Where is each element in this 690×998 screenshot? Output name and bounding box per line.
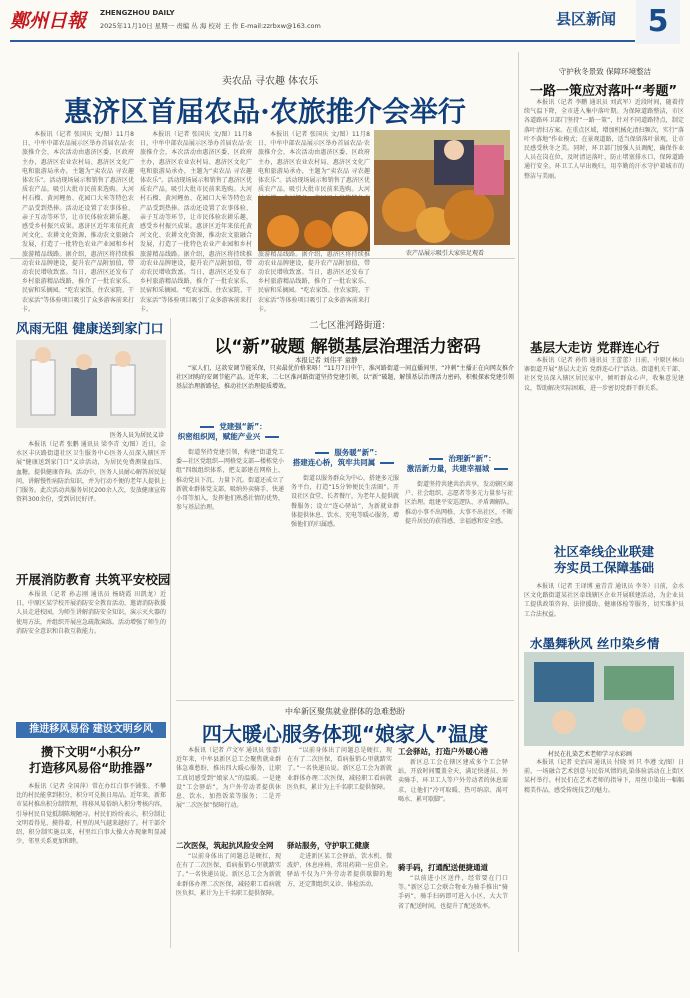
care-title: 社区牵线企业联建 夯实员工保障基础 — [553, 544, 654, 575]
right-top-title: 一路一策应对落叶“考题” — [530, 84, 678, 99]
warm-col2-text: “以前身体出了问题总是硬扛，现在有了二次医保，看病报销心里就踏实了。”一名快递员说。新区总工会为新就业群体办理二次医保，减轻职工看病就医负担，累计为上千名职工提供保障。 — [176, 853, 281, 897]
care-body-text: 本报讯（记者 王译博 童青青 通讯员 李冬）日前，金水区文化路街道某社区牵线辖区企业开展联建活动，为企业员工提供政策咨询、法律援助、健康体检等服务，切实维护员工合法权益。 — [524, 583, 684, 618]
sub-col2-text: 街道以服务群众为中心，搭建多元服务平台，打造“15分钟便民生活圈”。开设社区食堂、长者餐厅，为老年人提供就餐服务；设立“连心驿站”，为新就业群体提供休息、饮水、充电等暖心服务，增强他们的归属感。 — [291, 475, 400, 529]
sub-col3-body — [405, 480, 513, 692]
health-caption: 医务人员为居民义诊 — [110, 432, 165, 439]
lead-body-text-2: 本报讯（记者 张国庆 文/图）11月8日，中牟中部农品展示区举办首届农品·农旅推介会，本次活动由惠济区委、区政府主办，惠济区农业农村局、惠济区文化广电和旅游局承办，主题为“卖农品 寻农趣 体农乐”。活动现场展示和销售了惠济区优质农产品，吸引大批市民前来选购。大河村石榴、黄河鲤鱼、花园口大米等特色农产品受到热捧。活动还设置了农事体验、亲子互动等环节，让市民体验农耕乐趣，感受乡村振兴成果。惠济区近年来依托黄河文化、农耕文化资源，推动农文旅融合发展，打造了一批特色农业产业园和乡村旅游精品线路。据介绍，惠济区将持续推动农业品牌建设，提升农产品附加值，带动农民增收致富。当日，惠济区还发布了乡村旅游精品线路，推介了一批农家乐、民宿和采摘园。“吃农家饭、住农家院、干农家活”等体验项目吸引了众多游客前来打卡。 — [140, 131, 252, 313]
ink-body — [524, 758, 684, 946]
sub-col1-body — [176, 448, 284, 693]
warm-col3-body — [287, 852, 392, 947]
sub-col3-heading: 治理新“新”： 激活新力量，共建幸福城 — [405, 454, 515, 474]
sub-intro — [176, 364, 514, 419]
ink-caption: 村民在扎染艺术老师学习水彩画 — [548, 751, 633, 758]
lead-bottom-rule — [10, 258, 515, 259]
fire-body-text: 本报讯（记者 孙志刚 通讯员 杨晓霞 田凯龙）近日，中原区某学校开展消防安全教育活动，邀请消防救援人员走进校园，为师生讲解消防安全知识，演示灭火器的使用方法，并组织开展应急疏散演练。活动增强了师生的消防安全意识和自救互救能力。 — [16, 591, 167, 635]
health-title: 风雨无阻 健康送到家门口 — [16, 322, 164, 337]
wind-body — [16, 782, 166, 942]
warm-col1-body — [176, 746, 281, 838]
lead-body-text-3: 本报讯（记者 张国庆 文/图）11月8日，中牟中部农品展示区举办首届农品·农旅推介会，本次活动由惠济区委、区政府主办，惠济区农业农村局、惠济区文化广电和旅游局承办，主题为“卖农品 寻农趣 体农乐”。活动现场展示和销售了惠济区优质农产品，吸引大批市民前来选购。大河 旅游精品线路。据介绍，惠济区将持续推动农业品牌建设，提升农产品附加值，带动农民增收致富。当日，惠济区还发布了乡村旅游精品线路，推介了一批农家乐、民宿和采摘园。“吃农家饭、住农家院、干农家活”等体验项目吸引了众多游客前来打卡。 — [258, 131, 370, 313]
ink-photo — [524, 652, 684, 746]
warm-top-rule — [176, 700, 514, 701]
left-column-divider — [170, 318, 171, 948]
sub-byline: 本报记者 刘伟平 童静 — [295, 356, 358, 364]
health-body-text: 本报讯（记者 张鹏 通讯员 梁李青 文/图）近日，金水区丰庆路街道社区卫生服务中心医务人员深入辖区开展“健康送到家门口”义诊活动，为居民免费测量血压、血糖，提供健康咨询。活动中，医务人员耐心解答居民疑问，讲解慢性病防治知识，并为行动不便的老年人提供上门服务。此次活动共服务居民200余人次，发放健康宣传资料300余份，受到居民好评。 — [16, 441, 167, 504]
page-number: 5 — [636, 0, 680, 44]
warm-col4-body — [398, 758, 508, 858]
health-photo — [16, 340, 166, 428]
ink-title: 水墨舞秋风 丝巾染乡情 — [530, 636, 660, 651]
fire-body — [16, 590, 166, 708]
warm-col5-heading: 骑手码，打通配送便捷通道 — [398, 863, 488, 872]
sub-title: 以“新”破题 解锁基层治理活力密码 — [214, 337, 481, 357]
wind-body-text: 本报讯（记者 全国萍）常在办红白事不铺张、不攀比的村民能拿到积分，积分可兑换日用品。近年来，新郑市某村推出积分制管理，将移风易俗纳入积分考核内容，引导村民自觉抵制陈规陋习。村民们纷纷表示，积分制让文明看得见、摸得着，村里的风气越来越好了。村干部介绍，积分制实施以来，村里红白事大操大办现象明显减少，邻里关系更加和睦。 — [16, 783, 167, 846]
party-title: 基层大走访 党群连心行 — [530, 340, 660, 355]
care-body — [524, 582, 684, 624]
lead-body-col3 — [258, 130, 370, 313]
warm-col5-body — [398, 874, 508, 947]
tie-dye-photo-illustration — [524, 652, 684, 746]
sub-col2-heading: 服务暖“新”： 搭建连心桥，筑牢共同属 — [291, 448, 401, 468]
harvest-photo-illustration — [374, 130, 510, 245]
clinic-photo-illustration — [16, 340, 166, 428]
warm-col4-text: 新区总工会在辖区建成多个工会驿站，开放时间覆盖全天，满足快递员、外卖骑手、环卫工人等户外劳动者的休息需求，让他们“冷可取暖、热可纳凉、渴可喝水、累可歇脚”。 — [398, 759, 508, 803]
issue-meta: 2025年11月10日 星期一 责编 丛 海 校对 王 作 E-mail:zzrbxw@163.com — [100, 22, 321, 30]
right-top-kicker: 守护秋冬景致 保障环境整洁 — [558, 67, 652, 76]
header-rule — [10, 40, 635, 42]
lead-title: 惠济区首届农品·农旅推介会举行 — [64, 95, 466, 128]
warm-title: 四大暖心服务体现“娘家人”温度 — [201, 722, 489, 746]
warm-col2-body — [176, 852, 281, 947]
party-body-text: 本报讯（记者 孙伟 通讯员 王蕾蕾）日前，中原区林山寨街道开展“基层大走访 党群连心行”活动。街道机关干部、社区党员深入辖区居民家中，倾听群众心声，收集意见建议，帮助解决实际困难，进一步密切党群干群关系。 — [524, 357, 684, 392]
newspaper-logo-en: ZHENGZHOU DAILY — [100, 9, 175, 17]
warm-col5-text: “以前进小区送件，经常要在门口等。”新区总工会联合物业为骑手推出“骑手码”，骑手扫码即可进入小区，大大节省了配送时间，也提升了配送效率。 — [398, 875, 508, 910]
masthead — [0, 0, 690, 48]
sub-col3-text: 街道坚持共建共治共享，发动辖区商户、社会组织、志愿者等多元力量参与社区治理。组建平安巡逻队、矛盾调解队，推动小事不出网格、大事不出社区，不断提升居民的获得感、幸福感和安全感。 — [405, 481, 514, 525]
right-top-body-text: 本报讯（记者 李鹏 通讯员 刘武军）近段时间，随着持续气温下降，全市进入集中落叶期。为保障道路整洁，市区各道路环卫部门坚持“一路一策”，针对不同道路特点，制定落叶清扫方案。在重点区域，增加机械化清扫频次，实行“落叶不落地”作业模式；在景观道路，适当保留落叶景观，让市民感受秋冬之美。同时，环卫部门加强人员调配，确保作业人员在岗在位，及时清运落叶，防止堵塞排水口，保障道路通行安全。环卫工人早出晚归，用辛勤的汗水守护着城市的整洁与美丽。 — [524, 99, 684, 180]
warm-col3a-text: “以前身体出了问题总是硬扛，现在有了二次医保，看病报销心里就踏实了。”一名快递员说。新区总工会为新就业群体办理二次医保，减轻职工看病就医负担，累计为上千名职工提供保障。 — [287, 747, 392, 791]
sub-intro-text: “家人们，这款安调节能采保，只卖最优价格来咯！”11月7日中午，淮河路街道一间直播间里，“冲刺”主播正在向网友推介社区团购的安调节能产品。近年来，二七区淮河路街道坚持党建引领，以“新”破题，解锁基层治理活力密码，积极探索党建引领基层治理新路径，推动社区治理提质增效。 — [176, 365, 514, 391]
warm-col3-body-a — [287, 746, 392, 838]
fire-title: 开展消防教育 共筑平安校园 — [16, 572, 171, 587]
lead-photo-small — [258, 196, 370, 251]
lead-body-col1 — [22, 130, 134, 313]
lead-body-col2 — [140, 130, 252, 313]
sub-col1-heading: 党建强“新”： 织密组织网，赋能产业兴 — [176, 422, 286, 442]
wind-title: 攒下文明“小积分” 打造移风易俗“助推器” — [29, 745, 153, 775]
warm-col1-text: 本报讯（记者 卢文军 通讯员 张蕾）近年来，中牟县新区总工会聚焦就业群体急难愁盼，推出四大暖心服务，让职工真切感受到“娘家人”的温暖。一是建设“工会驿站”，为户外劳动者提供休息、饮水、加热饭菜等服务；二是开展“二次医保”保障行动。 — [176, 747, 281, 810]
section-title: 县区新闻 — [556, 10, 617, 28]
lead-body-text: 本报讯（记者 张国庆 文/图）11月8日，中牟中部农品展示区举办首届农品·农旅推介会，本次活动由惠济区委、区政府主办，惠济区农业农村局、惠济区文化广电和旅游局承办，主题为“卖农品 寻农趣 体农乐”。活动现场展示和销售了惠济区优质农产品，吸引大批市民前来选购。大河村石榴、黄河鲤鱼、花园口大米等特色农产品受到热捧。活动还设置了农事体验、亲子互动等环节，让市民体验农耕乐趣，感受乡村振兴成果。惠济区近年来依托黄河文化、农耕文化资源，推动农文旅融合发展，打造了一批特色农业产业园和乡村旅游精品线路。据介绍，惠济区将持续推动农业品牌建设，提升农产品附加值，带动农民增收致富。当日，惠济区还发布了乡村旅游精品线路，推介了一批农家乐、民宿和采摘园。“吃农家饭、住农家院、干农家活”等体验项目吸引了众多游客前来打卡。 — [22, 131, 134, 313]
warm-kicker: 中牟新区聚焦就业群体的急难愁盼 — [285, 707, 405, 716]
warm-col2-heading: 二次医保，筑起抗风险安全网 — [176, 841, 274, 850]
sub-col1-text: 街道坚持党建引领，构建“街道党工委—社区党组织—网格党支部—楼栋党小组”四级组织体系，把支部建在网格上，推动党员下沉、力量下沉。街道还成立了新就业群体党支部，吸纳外卖骑手、快递小哥等加入，发挥他们熟悉社情的优势，参与基层治理。 — [176, 449, 285, 512]
party-body — [524, 356, 684, 534]
health-body — [16, 440, 166, 555]
warm-col3-heading: 驿站服务，守护职工健康 — [287, 841, 370, 850]
pumpkin-photo-illustration — [258, 196, 370, 251]
lead-photo — [374, 130, 510, 245]
warm-col3-text: 走进新区某工会驿站，饮水机、微波炉、休息座椅、常用药箱一应俱全。驿站不仅为户外劳动者提供歇脚的地方，还定期组织义诊、体检活动。 — [287, 853, 392, 888]
sub-col2-body — [291, 474, 399, 692]
newspaper-logo: 鄭州日報 — [10, 10, 87, 32]
ink-body-text: 本报讯（记者 史治国 通讯员 付晓 刘 只 李遵 文/图）日前，一场融合艺术创意与民俗风情的扎染体验活动在上街区某村举行。村民们在艺术老师的指导下，用丝巾染出一幅幅精美作品，感受传统技艺的魅力。 — [524, 759, 684, 794]
right-top-body — [524, 98, 684, 315]
lead-kicker: 卖农品 寻农趣 体农乐 — [221, 76, 319, 87]
lead-photo-caption: 农产品展示吸引大家驻足观看 — [406, 250, 485, 257]
sub-kicker: 二七区淮河路街道： — [309, 321, 391, 331]
warm-col4-heading: 工会驿站，打造户外暖心港 — [398, 747, 488, 756]
column-divider — [518, 52, 519, 952]
wind-section-bar: 推进移风易俗 建设文明乡风 — [16, 722, 166, 738]
